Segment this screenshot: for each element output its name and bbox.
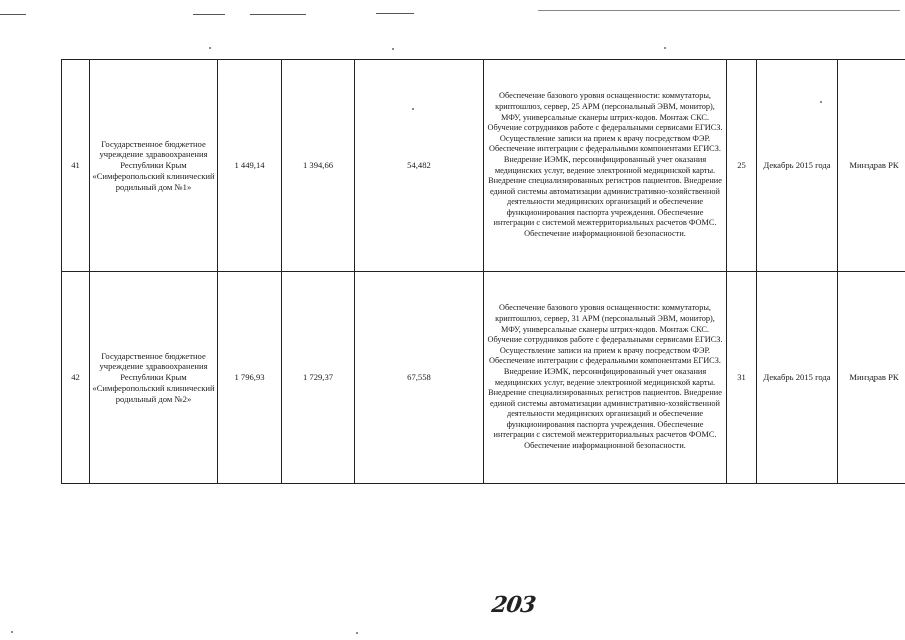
- value2-cell: 1 729,37: [282, 272, 355, 484]
- value2-cell: 1 394,66: [282, 60, 355, 272]
- handwritten-page-number: 203: [490, 592, 537, 618]
- quantity-cell: 25: [727, 60, 757, 272]
- row-number-cell: 41: [62, 60, 90, 272]
- scan-artifact-dot: [392, 48, 394, 50]
- value3-cell: 54,482: [355, 60, 484, 272]
- value3-cell: 67,558: [355, 272, 484, 484]
- description-cell: [484, 272, 727, 484]
- table-row: [62, 60, 905, 272]
- table-row: [62, 272, 905, 484]
- organization-text: Государственное бюджетное учреждение здравоохранения Республики Крым «Симферопольский клинический родильный дом №2»: [92, 350, 215, 404]
- scan-artifact-dot: [356, 632, 358, 634]
- scan-artifact-line: [0, 14, 26, 15]
- description-text: Обеспечение базового уровня оснащенности: коммутаторы, криптошлюз, сервер, 31 АРМ (персональный ЭВМ, монитор), МФУ, универсальные сканеры штрих-кодов. Монтаж СКС. Обучение сотрудников работе с федеральными сервисами ЕГИСЗ. Осуществление записи на прием к врачу посредством ФЭР. Обеспечение интеграции с федеральными компонентами ЕГИСЗ. Внедрение ИЭМК, персонифицированный учет оказания медицинских услуг, ведение электронной медицинской карты. Внедрение специализированных регистров пациентов. Внедрение единой системы автоматизации административно-хозяйственной деятельности медицинских организаций и обеспечение функционирования паспорта учреждения. Обеспечение интеграции с системой межтерриториальных расчетов ФОМС. Обеспечение информационной безопасности.: [487, 303, 723, 451]
- scan-artifact-line: [193, 14, 225, 15]
- scan-artifact-dot: [664, 47, 666, 49]
- term-cell: Декабрь 2015 года: [757, 272, 838, 484]
- organization-cell: [90, 60, 218, 272]
- quantity-cell: 31: [727, 272, 757, 484]
- scan-artifact-dot: [209, 47, 211, 49]
- row-number-cell: 42: [62, 272, 90, 484]
- data-table: [61, 59, 905, 484]
- description-cell: [484, 60, 727, 272]
- scan-artifact-line: [250, 14, 306, 15]
- responsible-cell: Минздрав РК: [838, 272, 905, 484]
- responsible-cell: Минздрав РК: [838, 60, 905, 272]
- term-cell: Декабрь 2015 года: [757, 60, 838, 272]
- scan-artifact-line: [376, 13, 414, 14]
- description-text: Обеспечение базового уровня оснащенности: коммутаторы, криптошлюз, сервер, 25 АРМ (персональный ЭВМ, монитор), МФУ, универсальные сканеры штрих-кодов. Монтаж СКС. Обучение сотрудников работе с федеральными сервисами ЕГИСЗ. Осуществление записи на прием к врачу посредством ФЭР. Обеспечение интеграции с федеральными компонентами ЕГИСЗ. Внедрение ИЭМК, персонифицированный учет оказания медицинских услуг, ведение электронной медицинской карты. Внедрение специализированных регистров пациентов. Внедрение единой системы автоматизации административно-хозяйственной деятельности медицинских организаций и обеспечение функционирования паспорта учреждения. Обеспечение интеграции с системой межтерриториальных расчетов ФОМС. Обеспечение информационной безопасности.: [487, 91, 723, 239]
- organization-text: Государственное бюджетное учреждение здравоохранения Республики Крым «Симферопольский клинический родильный дом №1»: [92, 138, 215, 192]
- organization-cell: [90, 272, 218, 484]
- scan-artifact-dot: [11, 631, 13, 633]
- scan-artifact-line: [538, 10, 900, 11]
- value1-cell: 1 449,14: [218, 60, 282, 272]
- value1-cell: 1 796,93: [218, 272, 282, 484]
